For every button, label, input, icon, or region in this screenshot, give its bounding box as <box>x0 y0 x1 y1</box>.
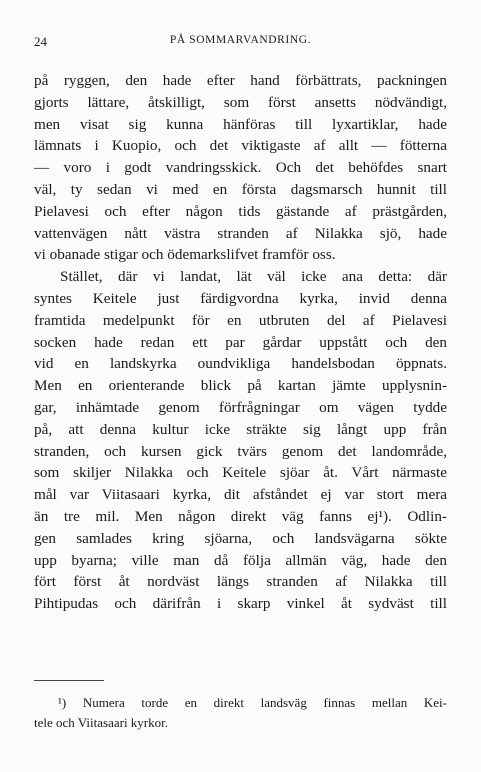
text-line: som skiljer Nilakka och Keitele sjöar åt. Vårt närmaste <box>34 464 447 482</box>
text-line: mål var Viitasaari kyrka, dit afståndet ej var stort mera <box>34 486 447 504</box>
text-line: Stället, där vi landat, lät väl icke ana detta: där <box>60 268 447 286</box>
text-line: upp byarna; ville man då följa allmän väg, hade den <box>34 551 447 569</box>
text-line: Pielavesi och efter någon tids gästande af prästgården, <box>34 202 447 220</box>
text-line: — voro i godt vandringsskick. Och det behöfdes snart <box>34 159 447 177</box>
text-line: gen samlades kring sjöarna, och landsvägarna sökte <box>34 529 447 547</box>
text-line: stranden, och kursen gick tvärs genom det landområde, <box>34 442 447 460</box>
text-line: vi obanade stigar och ödemarkslifvet framför oss. <box>34 246 336 264</box>
text-line: Pihtipudas och därifrån i skarp vinkel åt sydväst till <box>34 595 447 613</box>
text-line: vattenvägen nått västra stranden af Nilakka sjö, hade <box>34 224 447 242</box>
text-line: Men en orienterande blick på kartan jämte upplysnin- <box>34 377 447 395</box>
footnote-line: tele och Viitasaari kyrkor. <box>34 715 168 730</box>
text-line: på, att denna kultur icke sträkte sig långt upp från <box>34 420 447 438</box>
running-head: PÅ SOMMARVANDRING. <box>169 34 312 46</box>
page-header <box>34 34 447 52</box>
body-text <box>34 70 447 615</box>
text-line: än tre mil. Men någon direkt väg fanns ej¹). Odlin- <box>34 507 447 525</box>
text-line: fört först åt nordväst längs stranden af Nilakka till <box>34 573 447 591</box>
text-line: lämnats i Kuopio, och det viktigaste af allt — fötterna <box>34 137 447 155</box>
text-line: framtida medelpunkt för en utbruten del af Pielavesi <box>34 311 447 329</box>
text-line: väl, ty sedan vi med en första dagsmarsch hunnit till <box>34 180 447 198</box>
text-line: syntes Keitele just färdigvordna kyrka, invid denna <box>34 289 447 307</box>
text-line: gar, inhämtade genom förfrågningar om vägen tydde <box>34 398 447 416</box>
text-line: på ryggen, den hade efter hand förbättrats, packningen <box>34 72 447 89</box>
page-number: 24 <box>34 34 47 49</box>
footnote <box>34 693 447 733</box>
text-line: gjorts lättare, åtskilligt, som först ansetts nödvändigt, <box>34 93 447 111</box>
footnote-line: ¹) Numera torde en direkt landsväg finnas mellan Kei- <box>58 695 447 710</box>
text-line: vid en landskyrka oundvikliga handelsbodan öppnats. <box>34 355 447 373</box>
footnote-rule <box>34 680 104 681</box>
text-line: men visat sig kunna hänföras till lyxartiklar, hade <box>34 115 447 133</box>
text-line: socken hade redan ett par gårdar uppstått och den <box>34 333 447 351</box>
